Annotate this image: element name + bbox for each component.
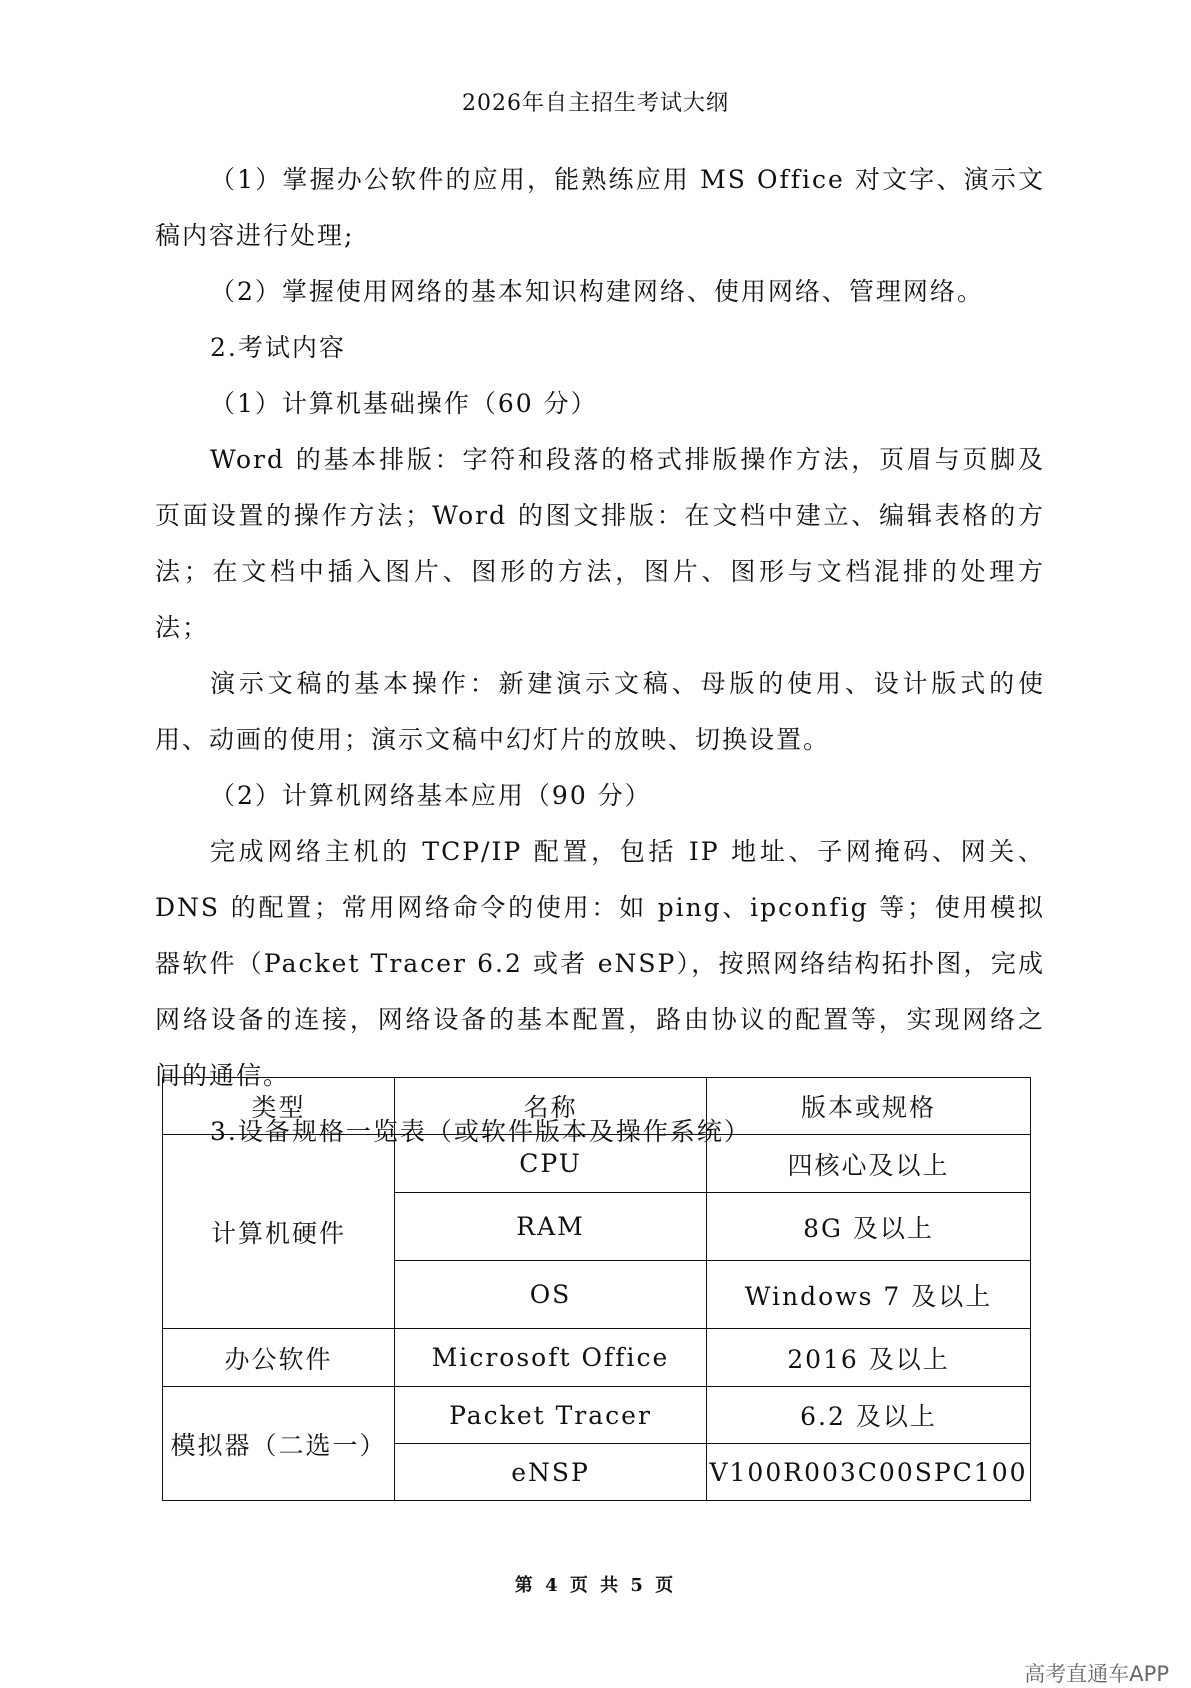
subsection-heading-network-application: （2）计算机网络基本应用（90 分） bbox=[210, 781, 652, 810]
paragraph-presentation: 演示文稿的基本操作：新建演示文稿、母版的使用、设计版式的使用、动画的使用；演示文稿中幻灯片的放映、切换设置。 bbox=[155, 669, 1045, 754]
cell-spec: Windows 7 及以上 bbox=[707, 1261, 1031, 1329]
cell-name: CPU bbox=[395, 1135, 707, 1193]
header-spec: 版本或规格 bbox=[707, 1078, 1031, 1135]
section-heading-exam-content: 2.考试内容 bbox=[210, 333, 346, 362]
paragraph-office-skill: （1）掌握办公软件的应用，能熟练应用 MS Office 对文字、演示文稿内容进行处理; bbox=[155, 165, 1045, 250]
cell-name: RAM bbox=[395, 1193, 707, 1261]
cell-name: Microsoft Office bbox=[395, 1329, 707, 1387]
page-header-title: 2026年自主招生考试大纲 bbox=[462, 91, 729, 116]
cell-name: eNSP bbox=[395, 1444, 707, 1501]
subsection-heading-basic-operation: （1）计算机基础操作（60 分） bbox=[210, 389, 598, 418]
table-row bbox=[163, 1329, 1031, 1387]
table-row bbox=[163, 1135, 1031, 1193]
group-office: 办公软件 bbox=[163, 1329, 395, 1387]
document-body bbox=[155, 152, 1045, 1160]
cell-spec: 8G 及以上 bbox=[707, 1193, 1031, 1261]
header-name: 名称 bbox=[395, 1078, 707, 1135]
equipment-spec-table bbox=[162, 1077, 1031, 1501]
table-header-row bbox=[163, 1078, 1031, 1135]
group-simulator: 模拟器（二选一） bbox=[163, 1387, 395, 1501]
paragraph-network-config: 完成网络主机的 TCP/IP 配置，包括 IP 地址、子网掩码、网关、DNS 的配置；常用网络命令的使用：如 ping、ipconfig 等；使用模拟器软件（Packet Tracer 6.2 或者 eNSP），按照网络结构拓扑图，完成网络设备的连接，网络设备的基本配置，路由协议的配置等，实现网络之间的通信。 bbox=[155, 837, 1045, 1090]
cell-spec: 四核心及以上 bbox=[707, 1135, 1031, 1193]
paragraph-network-skill: （2）掌握使用网络的基本知识构建网络、使用网络、管理网络。 bbox=[210, 277, 984, 306]
paragraph-word-formatting: Word 的基本排版：字符和段落的格式排版操作方法，页眉与页脚及页面设置的操作方法；Word 的图文排版：在文档中建立、编辑表格的方法；在文档中插入图片、图形的方法，图片、图形与文档混排的处理方法； bbox=[155, 445, 1045, 642]
cell-spec: V100R003C00SPC100 bbox=[707, 1444, 1031, 1501]
cell-spec: 2016 及以上 bbox=[707, 1329, 1031, 1387]
section-heading-equipment-spec: 3.设备规格一览表（或软件版本及操作系统） bbox=[210, 1117, 751, 1146]
cell-name: Packet Tracer bbox=[395, 1387, 707, 1444]
header-type: 类型 bbox=[163, 1078, 395, 1135]
watermark-text: 高考直通车APP bbox=[1024, 1662, 1169, 1686]
group-hardware: 计算机硬件 bbox=[163, 1135, 395, 1329]
cell-spec: 6.2 及以上 bbox=[707, 1387, 1031, 1444]
table-row bbox=[163, 1387, 1031, 1444]
page-number: 第 4 页 共 5 页 bbox=[514, 1575, 677, 1596]
cell-name: OS bbox=[395, 1261, 707, 1329]
